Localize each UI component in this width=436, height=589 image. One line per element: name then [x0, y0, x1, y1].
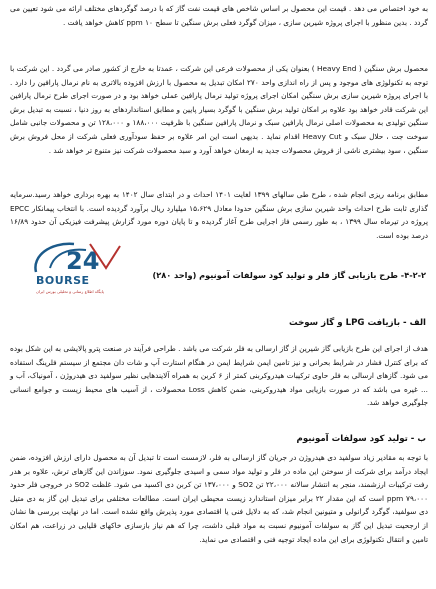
- section-heading: ۴-۲-۲- طرح بازیابی گاز فلر و تولید کود سولفات آمونیوم (واحد ۲۸۰): [152, 270, 426, 280]
- paragraph-text: به خود اختصاص می دهد . قیمت این محصول بر اساس شاخص های قیمت نفت گاز که با درصد گوگردهای مختلف ارائه می شود تعیین می گردد . بدین منظور با اجرای پروژه شیرین سازی ، میزان گوگرد فعلی برش سنگین تا سطح ppm ۱۰ کاهش خواهد یافت .: [10, 4, 428, 27]
- paragraph-text: محصول برش سنگین ( Heavy End ) بعنوان یکی از محصولات فرعی این شرکت ، عمدتا به خارج از کشور صادر می گردد . این شرکت با توجه به تکنولوژی های موجود و پس از راه اندازی واحد ۲۷۰ امکان تبدیل به محصول با ارزش افزوده بالاتری به نام نرمال پارافین را دارد . با اجرای پروژه شیرین سازی برش سنگین امکان اجرای پروژه تولید نرمال پارافین عملی خواهد بود و در صورت اجرای طرح نرمال پارافین این شرکت قادر خواهد بود علاوه بر امکان تولید برش سنگین با گوگرد بسیار پایین و مطابق استانداردهای به روز دنیا ، نسبت به تبدیل برش سنگین تولیدی به محصولات اصلی نرمال پارافین سبک و نرمال پارافین سنگین با ظرفیت ۱۸۸،۰۰۰ و ۱۲۸،۰۰۰ تن و محصولات جانبی شامل سوخت جت ، حلال سبک و Heavy Cut اقدام نماید . بدیهی است این امر علاوه بر حفظ سودآوری فعلی شرکت از محل فروش برش سنگین ، سود بیشتری ناشی از فروش محصولات جدید به ارمغان خواهد آورد و سبد محصولات شرکت نیز متنوع تر خواهد شد .: [10, 64, 429, 155]
- subsection-heading-ammonium-sulfate: ب - تولید کود سولفات آمونیوم: [296, 434, 426, 444]
- paragraph-schedule: [10, 188, 428, 242]
- paragraph-text: مطابق برنامه ریزی انجام شده ، طرح طی سالهای ۱۳۹۹ لغایت ۱۴۰۱ احداث و در ابتدای سال ۱۴۰۲ به بهره برداری خواهد رسید.سرمایه گذاری ثابت طرح احداث واحد شیرین سازی برش سنگین حدودا معادل ۱۵،۶۲۹ میلیارد ریال برآورد گردیده است. با انتخاب پیمانکار EPCC پروژه در تیرماه سال ۱۳۹۹ ، به طور رسمی فاز اجرایی طرح آغاز گردیده و تا پایان دوره مورد گزارش پیشرفت فیزیکی آن حدود ۱۶/۸۹ درصد بوده است.: [10, 190, 428, 240]
- bourse-emblem-icon: [28, 238, 128, 278]
- paragraph-sulfur-price: [10, 2, 428, 29]
- bourse-logo: [28, 238, 128, 300]
- subsection-heading-lpg: الف - بازیافت LPG و گاز سوخت: [289, 318, 426, 328]
- paragraph-heavy-end: [10, 62, 428, 157]
- logo-wordmark: BOURSE: [36, 274, 90, 287]
- svg-text:24: 24: [66, 247, 100, 275]
- paragraph-flare-recovery: [10, 342, 428, 410]
- paragraph-ammonium-sulfate: [10, 451, 428, 546]
- logo-tagline: پایگاه اطلاع رسانی و تحلیلی بورس ایران: [36, 289, 104, 294]
- paragraph-text: هدف از اجرای این طرح بازیابی گاز شیرین از گاز ارسالی به فلر شرکت می باشد . طراحی فرآیند در صنعت پترو پالایشی به این شکل بوده که برای کنترل فشار در شرایط بحرانی و نیز تامین ایمن شرایط ایمن در هنگام استارت آپ و شات دان مجتمع از سیستم فلرینگ استفاده می شود. گازهای ارسالی به فلر حاوی ترکیبات هیدروکربنی کمتر از ۶ کربن به همراه آلایندهایی نظیر سولفید دی هیدروژن ، آمونیاک، آب و ... غیره می باشد که در صورت بازیابی مواد هیدروکربنی، ضمن کاهش Loss محصولات ، از آسیب های محیط زیست و جوامع انسانی جلوگیری خواهد شد.: [10, 344, 428, 408]
- paragraph-text: با توجه به مقادیر زیاد سولفید دی هیدروژن در جریان گاز ارسالی به فلر، لازمست است تا تبدیل آن به محصول دارای ارزش افزوده، ضمن ایجاد درآمد برای شرکت از سوختن این ماده در فلر و تولید مواد سمی و اسیدی جلوگیری نمود. سوزاندن این گازهای ترش، علاوه بر هدر رفت ترکیبات ارزشمند، منجر به انتشار سالانه ۲۲،۰۰۰ تن SO2 و ۱۳۷،۰۰۰ تن کربن دی اکسید می شود. غلظت SO2 در خروجی فلر حدود ppm ۷۹،۰۰۰ است که این مقدار ۲۲ برابر میزان استاندارد زیست محیطی ایران است. مطالعات مختلفی برای تبدیل این گاز به دی متیل دی سولفید، گوگرد گرانولی و متیونین انجام شد، که به دلایل فنی یا اقتصادی مورد پذیرش واقع نشده است. اما در نهایت بررسی ها نشان از ارجحیت تبدیل این گاز به سولفات آمونیوم نسبت به مواد قبلی داشت، چرا که هم نیاز بازسازی خاکهای قلیایی در زراعت، هم امکان تامین و انتقال تکنولوژی برای این ماده ایجاد توجیه فنی و اقتصادی می نماید.: [10, 453, 429, 544]
